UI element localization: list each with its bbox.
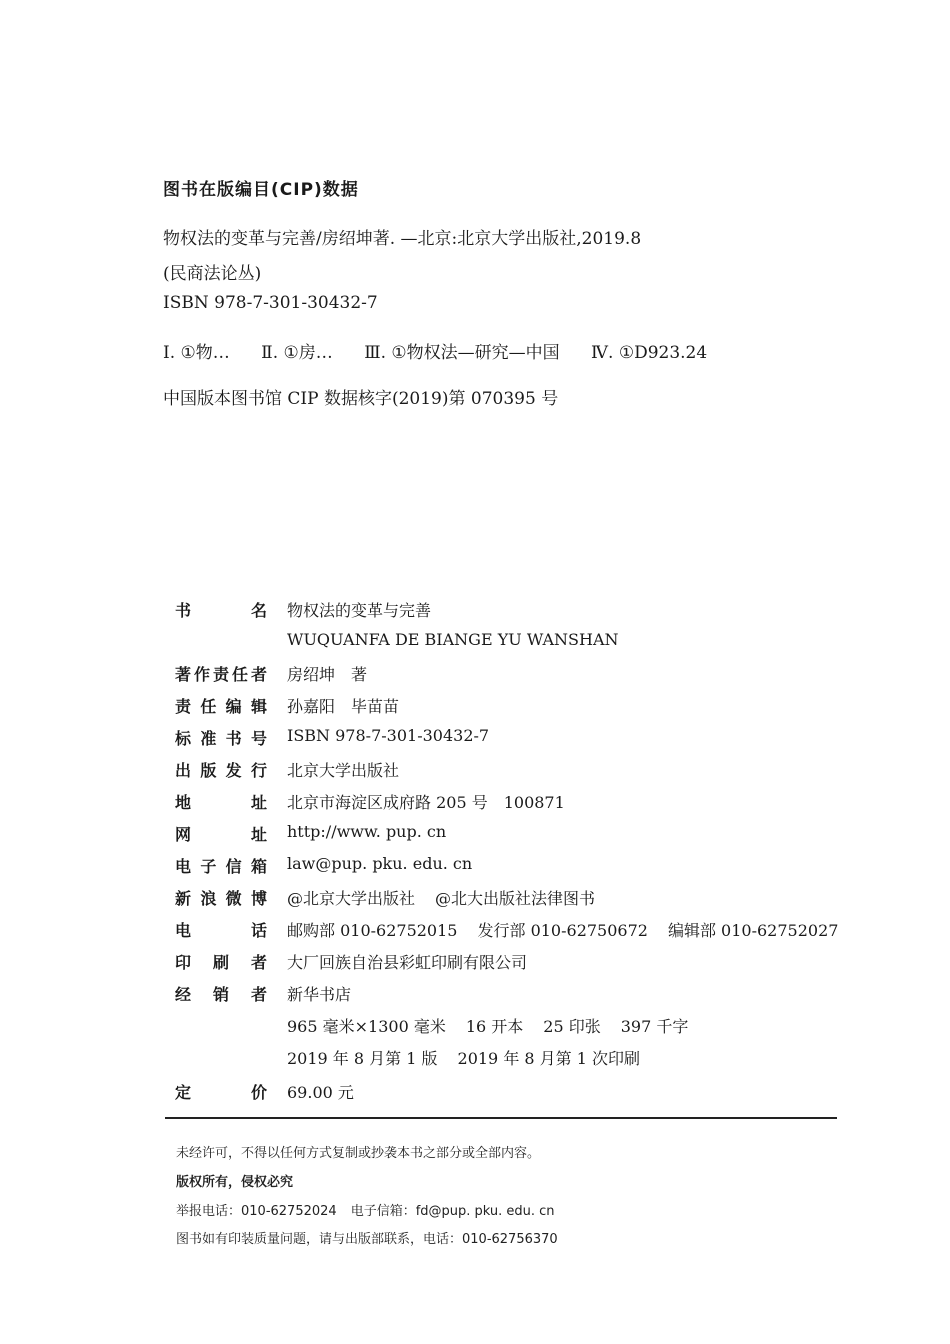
- quality-notice: 图书如有印装质量问题，请与出版部联系，电话：010-62756370: [176, 1232, 558, 1247]
- weibo-account: @北京大学出版社: [287, 889, 416, 908]
- distributor-label: 经 销 者: [175, 985, 267, 1004]
- classification-item: Ⅰ. ①物…: [163, 343, 230, 363]
- cip-series: (民商法论丛): [163, 264, 262, 284]
- weibo: [287, 886, 595, 909]
- spec-item: 16 开本: [465, 1017, 524, 1036]
- address: 北京市海淀区成府路 205 号 100871: [287, 793, 565, 812]
- report-email: 电子信箱：fd@pup. pku. edu. cn: [350, 1204, 555, 1219]
- spec-item: 25 印张: [543, 1017, 601, 1036]
- rights-notice: 版权所有，侵权必究: [176, 1175, 294, 1190]
- edition: [287, 1046, 640, 1069]
- author-label: 著 作 责 任 者: [175, 665, 267, 684]
- edition-item: 2019 年 8 月第 1 版: [287, 1049, 438, 1068]
- cip-title-line: 物权法的变革与完善/房绍坤著. —北京:北京大学出版社,2019.8: [163, 229, 642, 249]
- email-label: 电 子 信 箱: [175, 857, 267, 876]
- email: law@pup. pku. edu. cn: [287, 854, 473, 873]
- title-label: 书 名: [175, 601, 267, 620]
- isbn: ISBN 978-7-301-30432-7: [287, 726, 490, 745]
- cip-heading: 图书在版编目(CIP)数据: [163, 180, 359, 200]
- cip-isbn: ISBN 978-7-301-30432-7: [163, 293, 378, 313]
- spec-item: 965 毫米×1300 毫米: [287, 1017, 446, 1036]
- phone-number: 邮购部 010-62752015: [287, 921, 458, 940]
- cip-number: 中国版本图书馆 CIP 数据核字(2019)第 070395 号: [163, 389, 559, 409]
- printer: 大厂回族自治县彩虹印刷有限公司: [287, 953, 528, 972]
- website-label: 网 址: [175, 825, 267, 844]
- divider-rule: [165, 1117, 837, 1119]
- address-label: 地 址: [175, 793, 267, 812]
- author: 房绍坤 著: [287, 665, 368, 684]
- printer-label: 印 刷 者: [175, 953, 267, 972]
- edition-item: 2019 年 8 月第 1 次印刷: [457, 1049, 641, 1068]
- price-label: 定 价: [175, 1083, 267, 1102]
- phone-number: 编辑部 010-62752027: [667, 921, 839, 940]
- editor-label: 责 任 编 辑: [175, 697, 267, 716]
- isbn-label: 标 准 书 号: [175, 729, 267, 748]
- classification-item: Ⅱ. ①房…: [261, 343, 333, 363]
- publisher-label: 出 版 发 行: [175, 761, 267, 780]
- specs: [287, 1014, 688, 1037]
- copy-notice: 未经许可，不得以任何方式复制或抄袭本书之部分或全部内容。: [176, 1146, 541, 1161]
- weibo-label: 新 浪 微 博: [175, 889, 267, 908]
- editors: 孙嘉阳 毕苗苗: [287, 697, 400, 716]
- website: http://www. pup. cn: [287, 822, 447, 841]
- publisher: 北京大学出版社: [287, 761, 400, 780]
- report-phone: 举报电话：010-62752024: [176, 1204, 337, 1219]
- price: 69.00 元: [287, 1083, 354, 1102]
- distributor: 新华书店: [287, 985, 352, 1004]
- title-cn: 物权法的变革与完善: [287, 601, 432, 620]
- spec-item: 397 千字: [620, 1017, 689, 1036]
- title-pinyin: WUQUANFA DE BIANGE YU WANSHAN: [287, 630, 619, 649]
- cip-classification: [163, 338, 733, 363]
- classification-item: Ⅳ. ①D923.24: [591, 343, 708, 363]
- phone-label: 电 话: [175, 921, 267, 940]
- report-contact: [176, 1200, 555, 1219]
- phone-number: 发行部 010-62750672: [477, 921, 648, 940]
- classification-item: Ⅲ. ①物权法—研究—中国: [364, 343, 560, 363]
- phones: [287, 918, 838, 941]
- weibo-account: @北大出版社法律图书: [435, 889, 596, 908]
